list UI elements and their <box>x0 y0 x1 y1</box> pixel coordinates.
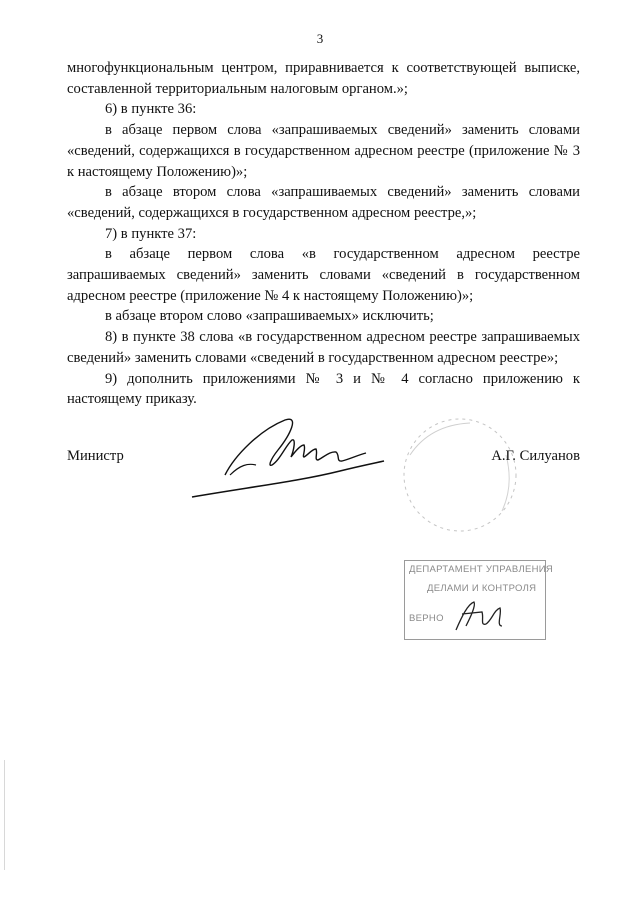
paragraph: многофункциональным центром, приравнивается к соответствующей выписке, составленной территориальным налоговым органом.»; <box>67 60 580 97</box>
paragraph: 9) дополнить приложениями № 3 и № 4 согласно приложению к настоящему приказу. <box>67 370 580 408</box>
body-text <box>67 58 580 410</box>
paragraph: 6) в пункте 36: <box>105 101 197 118</box>
seal-stamp <box>390 415 530 535</box>
stamp-line-verified: ВЕРНО <box>409 613 444 624</box>
signatory-name: А.Г. Силуанов <box>491 448 580 464</box>
scan-margin-line <box>4 760 5 870</box>
paragraph: в абзаце втором слова «запрашиваемых сведений» заменить словами «сведений, содержащихся в государственном адресном реестре,»; <box>67 184 580 221</box>
signatory-title: Министр <box>67 448 124 464</box>
paragraph: в абзаце первом слова «в государственном адресном реестре запрашиваемых сведений» заменить словами «сведений в государственном адресном реестре (приложение № 4 к настоящему Положению)»; <box>67 246 580 304</box>
stamp-line-control: ДЕЛАМИ И КОНТРОЛЯ <box>427 583 537 594</box>
stamp-line-department: ДЕПАРТАМЕНТ УПРАВЛЕНИЯ <box>409 564 554 575</box>
minister-signature <box>190 405 390 500</box>
paragraph: в абзаце первом слова «запрашиваемых сведений» заменить словами «сведений, содержащихся в государственном адресном реестре (приложение № 3 к настоящему Положению)»; <box>67 122 580 180</box>
paragraph: 8) в пункте 38 слова «в государственном адресном реестре запрашиваемых сведений» заменить словами «сведений в государственном адресном реестре»; <box>67 329 580 366</box>
paragraph: 7) в пункте 37: <box>105 225 197 242</box>
page-number: 3 <box>316 31 324 46</box>
handwritten-initials <box>452 596 512 636</box>
paragraph: в абзаце втором слово «запрашиваемых» исключить; <box>105 308 434 325</box>
